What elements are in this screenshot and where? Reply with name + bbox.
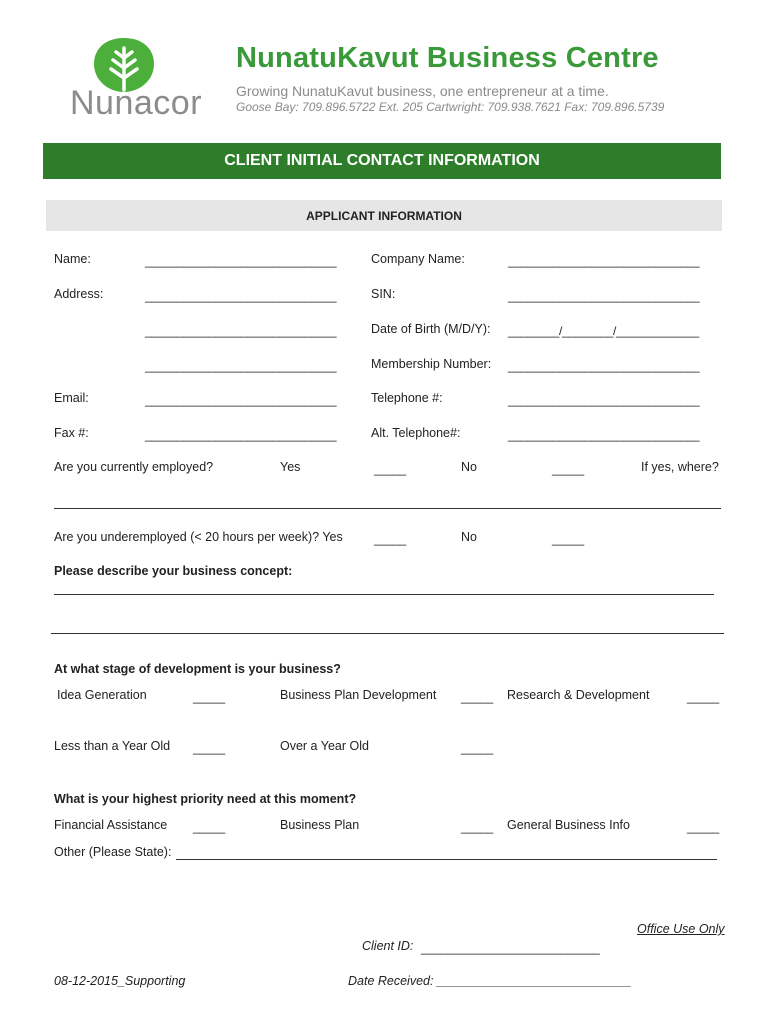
- section-title: APPLICANT INFORMATION: [306, 209, 462, 223]
- alt-telephone-field[interactable]: ______________________________: [508, 428, 700, 442]
- underemployed-no-field[interactable]: _____: [552, 532, 584, 546]
- general-info-label: General Business Info: [507, 818, 630, 832]
- dob-field[interactable]: ________/________/_____________: [508, 324, 699, 338]
- address-field-2[interactable]: ______________________________: [145, 324, 337, 338]
- if-yes-where-label: If yes, where?: [641, 460, 719, 474]
- client-id-field[interactable]: ____________________________: [421, 941, 600, 955]
- company-field[interactable]: ______________________________: [508, 254, 700, 268]
- research-field[interactable]: _____: [687, 690, 719, 704]
- fax-label: Fax #:: [54, 426, 89, 440]
- employed-no-field[interactable]: _____: [552, 462, 584, 476]
- idea-generation-field[interactable]: _____: [193, 690, 225, 704]
- name-field[interactable]: ______________________________: [145, 254, 337, 268]
- telephone-label: Telephone #:: [371, 391, 443, 405]
- underemployed-yes-field[interactable]: _____: [374, 532, 406, 546]
- other-field[interactable]: [176, 859, 717, 860]
- over-year-field[interactable]: _____: [461, 741, 493, 755]
- business-plan-field[interactable]: _____: [461, 820, 493, 834]
- employer-line[interactable]: [54, 508, 721, 509]
- over-year-label: Over a Year Old: [280, 739, 369, 753]
- plan-development-label: Business Plan Development: [280, 688, 437, 702]
- email-field[interactable]: ______________________________: [145, 393, 337, 407]
- address-field-1[interactable]: ______________________________: [145, 289, 337, 303]
- research-label: Research & Development: [507, 688, 650, 702]
- logo-wordmark: Nunacor: [70, 84, 203, 122]
- fax-field[interactable]: ______________________________: [145, 428, 337, 442]
- underemployed-no-label: No: [461, 530, 477, 544]
- financial-assistance-field[interactable]: _____: [193, 820, 225, 834]
- email-label: Email:: [54, 391, 89, 405]
- plan-development-field[interactable]: _____: [461, 690, 493, 704]
- business-plan-label: Business Plan: [280, 818, 360, 832]
- employed-no-label: No: [461, 460, 477, 474]
- telephone-field[interactable]: ______________________________: [508, 393, 700, 407]
- concept-label: Please describe your business concept:: [54, 564, 293, 578]
- membership-field[interactable]: ______________________________: [508, 359, 700, 373]
- general-info-field[interactable]: _____: [687, 820, 719, 834]
- concept-line-1[interactable]: [54, 594, 714, 595]
- concept-line-2[interactable]: [51, 633, 724, 634]
- section-header: [46, 200, 722, 231]
- date-received-label: Date Received: ____________________________: [348, 974, 632, 988]
- underemployed-question: Are you underemployed (< 20 hours per week)? Yes: [54, 530, 343, 544]
- stage-label: At what stage of development is your business?: [54, 662, 341, 676]
- address-field-3[interactable]: ______________________________: [145, 359, 337, 373]
- company-label: Company Name:: [371, 252, 465, 266]
- form-title-banner: [43, 143, 721, 179]
- alt-telephone-label: Alt. Telephone#:: [371, 426, 461, 440]
- address-label: Address:: [54, 287, 104, 301]
- office-use-label: Office Use Only: [637, 922, 725, 936]
- employed-yes-label: Yes: [280, 460, 301, 474]
- employed-yes-field[interactable]: _____: [374, 462, 406, 476]
- page-title: NunatuKavut Business Centre: [236, 42, 659, 74]
- less-than-year-field[interactable]: _____: [193, 741, 225, 755]
- sin-field[interactable]: ______________________________: [508, 289, 700, 303]
- contact-line: Goose Bay: 709.896.5722 Ext. 205 Cartwright: 709.938.7621 Fax: 709.896.5739: [236, 100, 665, 114]
- financial-assistance-label: Financial Assistance: [54, 818, 168, 832]
- employed-question: Are you currently employed?: [54, 460, 214, 474]
- tagline: Growing NunatuKavut business, one entrepreneur at a time.: [236, 83, 609, 99]
- membership-label: Membership Number:: [371, 357, 492, 371]
- footer-code: 08-12-2015_Supporting: [54, 974, 186, 988]
- less-than-year-label: Less than a Year Old: [54, 739, 171, 753]
- sin-label: SIN:: [371, 287, 396, 301]
- client-id-label: Client ID:: [362, 939, 414, 953]
- priority-label: What is your highest priority need at this moment?: [54, 792, 357, 806]
- dob-label: Date of Birth (M/D/Y):: [371, 322, 491, 336]
- other-label: Other (Please State):: [54, 845, 172, 859]
- name-label: Name:: [54, 252, 91, 266]
- form-title: CLIENT INITIAL CONTACT INFORMATION: [224, 152, 540, 169]
- idea-generation-label: Idea Generation: [57, 688, 147, 702]
